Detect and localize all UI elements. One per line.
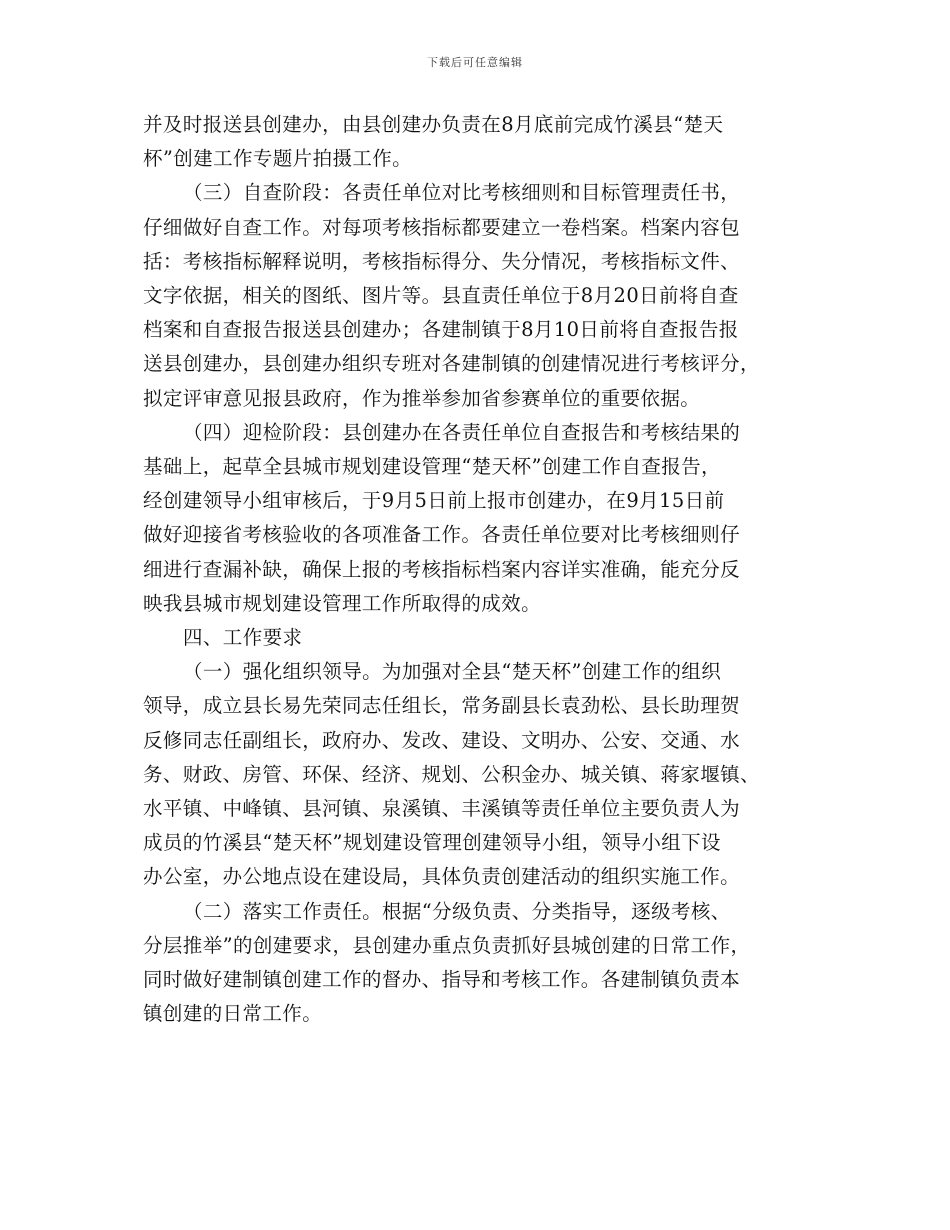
text-line: 分层推举”的创建要求，县创建办重点负责抓好县城创建的日常工作，: [143, 933, 751, 957]
section-heading: [143, 621, 811, 655]
text-line: 同时做好建制镇创建工作的督办、指导和考核工作。各建制镇负责本: [143, 968, 741, 992]
heading-line: 四、工作要求: [183, 626, 303, 650]
text-line: 基础上，起草全县城市规划建设管理“楚天杯”创建工作自查报告，: [143, 455, 721, 479]
text-line: 办公室，办公地点设在建设局，具体负责创建活动的组织实施工作。: [143, 865, 741, 889]
text-line: 领导，成立县长易先荣同志任组长，常务副县长袁劲松、县长助理贺: [143, 694, 741, 718]
text-line: 仔细做好自查工作。对每项考核指标都要建立一卷档案。档案内容包: [143, 215, 741, 239]
text-line: 细进行查漏补缺，确保上报的考核指标档案内容详实准确，能充分反: [143, 557, 741, 581]
text-line: 成员的竹溪县“楚天杯”规划建设管理创建领导小组，领导小组下设: [143, 831, 721, 855]
text-line: 并及时报送县创建办，由县创建办负责在8月底前完成竹溪县“楚天: [143, 113, 724, 136]
text-line: （二）落实工作责任。根据“分级负责、分类指导，逐级考核、: [183, 899, 731, 923]
paragraph-continuation: [143, 108, 811, 176]
text-line: 水平镇、中峰镇、县河镇、泉溪镇、丰溪镇等责任单位主要负责人为: [143, 797, 741, 821]
text-line: 镇创建的日常工作。: [143, 1002, 323, 1026]
text-line: 括：考核指标解释说明，考核指标得分、失分情况，考核指标文件、: [143, 249, 741, 273]
paragraph-leadership: [143, 655, 811, 894]
text-line: 拟定评审意见报县政府，作为推举参加省参赛单位的重要依据。: [143, 386, 701, 410]
text-line: 文字依据，相关的图纸、图片等。县直责任单位于8月20日前将自查: [143, 284, 739, 308]
document-body: [143, 108, 811, 1031]
paragraph-inspection: [143, 416, 811, 621]
text-line: （三）自查阶段：各责任单位对比考核细则和目标管理责任书，: [183, 181, 741, 205]
text-line: 反修同志任副组长，政府办、发改、建设、文明办、公安、交通、水: [143, 728, 741, 752]
text-line: 档案和自查报告报送县创建办；各建制镇于8月10日前将自查报告报: [143, 318, 739, 342]
page-header: 下载后可任意编辑: [427, 56, 523, 69]
text-line: 务、财政、房管、环保、经济、规划、公积金办、城关镇、蒋家堰镇、: [143, 762, 760, 786]
text-line: 经创建领导小组审核后，于9月5日前上报市创建办，在9月15日前: [143, 489, 725, 513]
text-line: （一）强化组织领导。为加强对全县“楚天杯”创建工作的组织: [183, 660, 722, 684]
paragraph-responsibility: [143, 895, 811, 1032]
text-line: （四）迎检阶段：县创建办在各责任单位自查报告和考核结果的: [183, 420, 741, 444]
text-line: 杯”创建工作专题片拍摄工作。: [143, 147, 413, 171]
paragraph-self-check: [143, 176, 811, 415]
text-line: 映我县城市规划建设管理工作所取得的成效。: [143, 591, 542, 615]
text-line: 送县创建办，县创建办组织专班对各建制镇的创建情况进行考核评分，: [143, 352, 760, 376]
text-line: 做好迎接省考核验收的各项准备工作。各责任单位要对比考核细则仔: [143, 523, 741, 547]
